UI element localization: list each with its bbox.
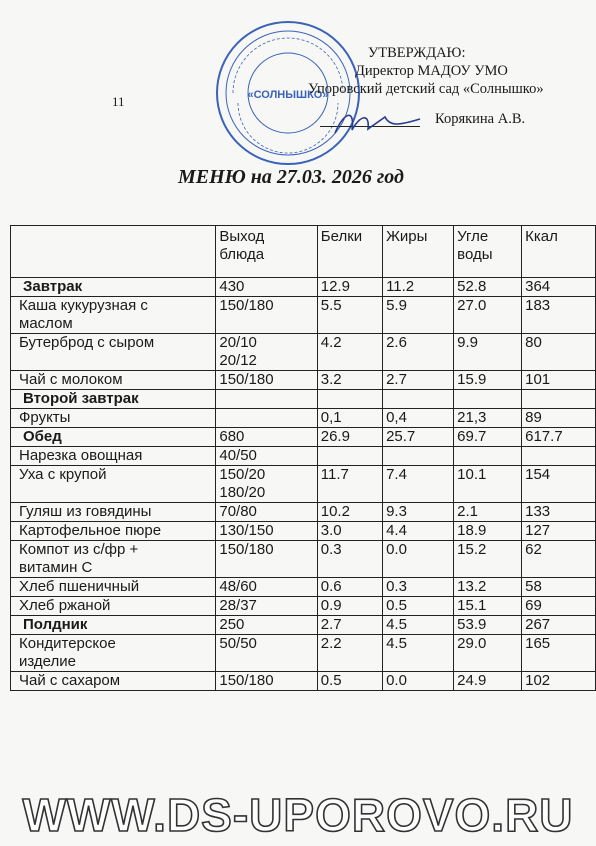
table-row xyxy=(11,371,596,390)
cell-carbs: 21,3 xyxy=(454,409,522,428)
cell-output: 150/180 xyxy=(216,371,317,390)
cell-output: 250 xyxy=(216,616,317,635)
table-header-row xyxy=(11,226,596,278)
table-row xyxy=(11,409,596,428)
cell-carbs: 15.2 xyxy=(454,541,522,578)
cell-fats: 5.9 xyxy=(383,297,454,334)
cell-proteins: 0.3 xyxy=(317,541,382,578)
table-row xyxy=(11,334,596,371)
cell-dish-name: Завтрак xyxy=(11,278,216,297)
cell-carbs: 29.0 xyxy=(454,635,522,672)
cell-dish-name: Чай с молоком xyxy=(11,371,216,390)
section-row xyxy=(11,390,596,409)
header-cell-dish xyxy=(11,226,216,278)
cell-carbs: 24.9 xyxy=(454,672,522,691)
cell-carbs: 15.1 xyxy=(454,597,522,616)
cell-proteins: 26.9 xyxy=(317,428,382,447)
cell-dish-name: Обед xyxy=(11,428,216,447)
cell-fats: 2.6 xyxy=(383,334,454,371)
cell-kcal: 80 xyxy=(522,334,596,371)
cell-fats: 4.5 xyxy=(383,635,454,672)
section-row xyxy=(11,278,596,297)
section-row xyxy=(11,616,596,635)
cell-kcal: 101 xyxy=(522,371,596,390)
cell-proteins: 2.7 xyxy=(317,616,382,635)
table-row xyxy=(11,672,596,691)
cell-kcal: 62 xyxy=(522,541,596,578)
cell-output xyxy=(216,390,317,409)
table-row xyxy=(11,297,596,334)
table-row xyxy=(11,503,596,522)
cell-output: 50/50 xyxy=(216,635,317,672)
table-row xyxy=(11,522,596,541)
cell-output: 150/180 xyxy=(216,672,317,691)
cell-fats xyxy=(383,447,454,466)
cell-proteins: 12.9 xyxy=(317,278,382,297)
cell-proteins: 3.0 xyxy=(317,522,382,541)
cell-output xyxy=(216,409,317,428)
table-row xyxy=(11,597,596,616)
signer-name: Корякина А.В. xyxy=(435,111,526,127)
cell-output: 430 xyxy=(216,278,317,297)
cell-fats: 0,4 xyxy=(383,409,454,428)
approve-line: Упоровский детский сад «Солнышко» xyxy=(308,81,544,97)
cell-fats: 25.7 xyxy=(383,428,454,447)
cell-kcal: 127 xyxy=(522,522,596,541)
cell-dish-name: Второй завтрак xyxy=(11,390,216,409)
watermark: WWW.DS-UPOROVO.RU xyxy=(22,789,574,841)
cell-kcal: 183 xyxy=(522,297,596,334)
header-cell-output: Выход блюда xyxy=(216,226,317,278)
cell-proteins: 10.2 xyxy=(317,503,382,522)
cell-proteins: 5.5 xyxy=(317,297,382,334)
cell-proteins: 4.2 xyxy=(317,334,382,371)
cell-dish-name: Хлеб пшеничный xyxy=(11,578,216,597)
table-row xyxy=(11,578,596,597)
table-row xyxy=(11,447,596,466)
header-cell-carbs: Угле воды xyxy=(454,226,522,278)
cell-output: 150/20 180/20 xyxy=(216,466,317,503)
cell-output: 48/60 xyxy=(216,578,317,597)
cell-output: 28/37 xyxy=(216,597,317,616)
cell-carbs: 2.1 xyxy=(454,503,522,522)
cell-dish-name: Кондитерское изделие xyxy=(11,635,216,672)
cell-kcal: 165 xyxy=(522,635,596,672)
cell-dish-name: Картофельное пюре xyxy=(11,522,216,541)
section-row xyxy=(11,428,596,447)
cell-carbs: 13.2 xyxy=(454,578,522,597)
cell-dish-name: Хлеб ржаной xyxy=(11,597,216,616)
cell-kcal: 69 xyxy=(522,597,596,616)
table-row xyxy=(11,541,596,578)
cell-kcal xyxy=(522,447,596,466)
signature xyxy=(330,105,425,140)
cell-kcal: 89 xyxy=(522,409,596,428)
cell-output: 20/10 20/12 xyxy=(216,334,317,371)
cell-fats: 0.3 xyxy=(383,578,454,597)
cell-dish-name: Каша кукурузная с маслом xyxy=(11,297,216,334)
cell-carbs: 10.1 xyxy=(454,466,522,503)
approve-line: УТВЕРЖДАЮ: xyxy=(368,45,466,61)
cell-fats: 2.7 xyxy=(383,371,454,390)
cell-carbs xyxy=(454,390,522,409)
cell-kcal: 617.7 xyxy=(522,428,596,447)
cell-fats: 0.0 xyxy=(383,672,454,691)
cell-carbs: 69.7 xyxy=(454,428,522,447)
cell-proteins: 3.2 xyxy=(317,371,382,390)
cell-proteins xyxy=(317,390,382,409)
cell-kcal xyxy=(522,390,596,409)
cell-dish-name: Чай с сахаром xyxy=(11,672,216,691)
cell-carbs: 52.8 xyxy=(454,278,522,297)
cell-kcal: 133 xyxy=(522,503,596,522)
cell-carbs: 27.0 xyxy=(454,297,522,334)
cell-dish-name: Гуляш из говядины xyxy=(11,503,216,522)
menu-title: МЕНЮ на 27.03. 2026 год xyxy=(178,166,404,188)
table-row xyxy=(11,466,596,503)
cell-carbs xyxy=(454,447,522,466)
cell-output: 70/80 xyxy=(216,503,317,522)
cell-fats: 4.5 xyxy=(383,616,454,635)
page-number: 11 xyxy=(112,94,125,109)
menu-table xyxy=(10,225,596,691)
cell-carbs: 53.9 xyxy=(454,616,522,635)
cell-kcal: 154 xyxy=(522,466,596,503)
cell-fats: 4.4 xyxy=(383,522,454,541)
cell-dish-name: Нарезка овощная xyxy=(11,447,216,466)
cell-carbs: 9.9 xyxy=(454,334,522,371)
cell-carbs: 18.9 xyxy=(454,522,522,541)
cell-dish-name: Уха с крупой xyxy=(11,466,216,503)
cell-output: 130/150 xyxy=(216,522,317,541)
stamp-center-text: «СОЛНЫШКО» xyxy=(247,89,329,101)
cell-fats: 9.3 xyxy=(383,503,454,522)
cell-fats: 7.4 xyxy=(383,466,454,503)
approve-line: Директор МАДОУ УМО xyxy=(355,63,508,79)
cell-kcal: 102 xyxy=(522,672,596,691)
cell-fats: 11.2 xyxy=(383,278,454,297)
cell-output: 40/50 xyxy=(216,447,317,466)
cell-proteins: 11.7 xyxy=(317,466,382,503)
cell-output: 150/180 xyxy=(216,297,317,334)
cell-dish-name: Бутерброд с сыром xyxy=(11,334,216,371)
cell-proteins: 2.2 xyxy=(317,635,382,672)
cell-proteins: 0.5 xyxy=(317,672,382,691)
cell-proteins xyxy=(317,447,382,466)
table-row xyxy=(11,635,596,672)
cell-kcal: 267 xyxy=(522,616,596,635)
cell-proteins: 0.9 xyxy=(317,597,382,616)
header-cell-kcal: Ккал xyxy=(522,226,596,278)
cell-output: 680 xyxy=(216,428,317,447)
cell-proteins: 0.6 xyxy=(317,578,382,597)
cell-dish-name: Полдник xyxy=(11,616,216,635)
cell-dish-name: Компот из с/фр + витамин С xyxy=(11,541,216,578)
cell-dish-name: Фрукты xyxy=(11,409,216,428)
cell-proteins: 0,1 xyxy=(317,409,382,428)
header-cell-proteins: Белки xyxy=(317,226,382,278)
cell-carbs: 15.9 xyxy=(454,371,522,390)
cell-kcal: 58 xyxy=(522,578,596,597)
cell-fats xyxy=(383,390,454,409)
cell-kcal: 364 xyxy=(522,278,596,297)
cell-output: 150/180 xyxy=(216,541,317,578)
cell-fats: 0.5 xyxy=(383,597,454,616)
header-cell-fats: Жиры xyxy=(383,226,454,278)
cell-fats: 0.0 xyxy=(383,541,454,578)
